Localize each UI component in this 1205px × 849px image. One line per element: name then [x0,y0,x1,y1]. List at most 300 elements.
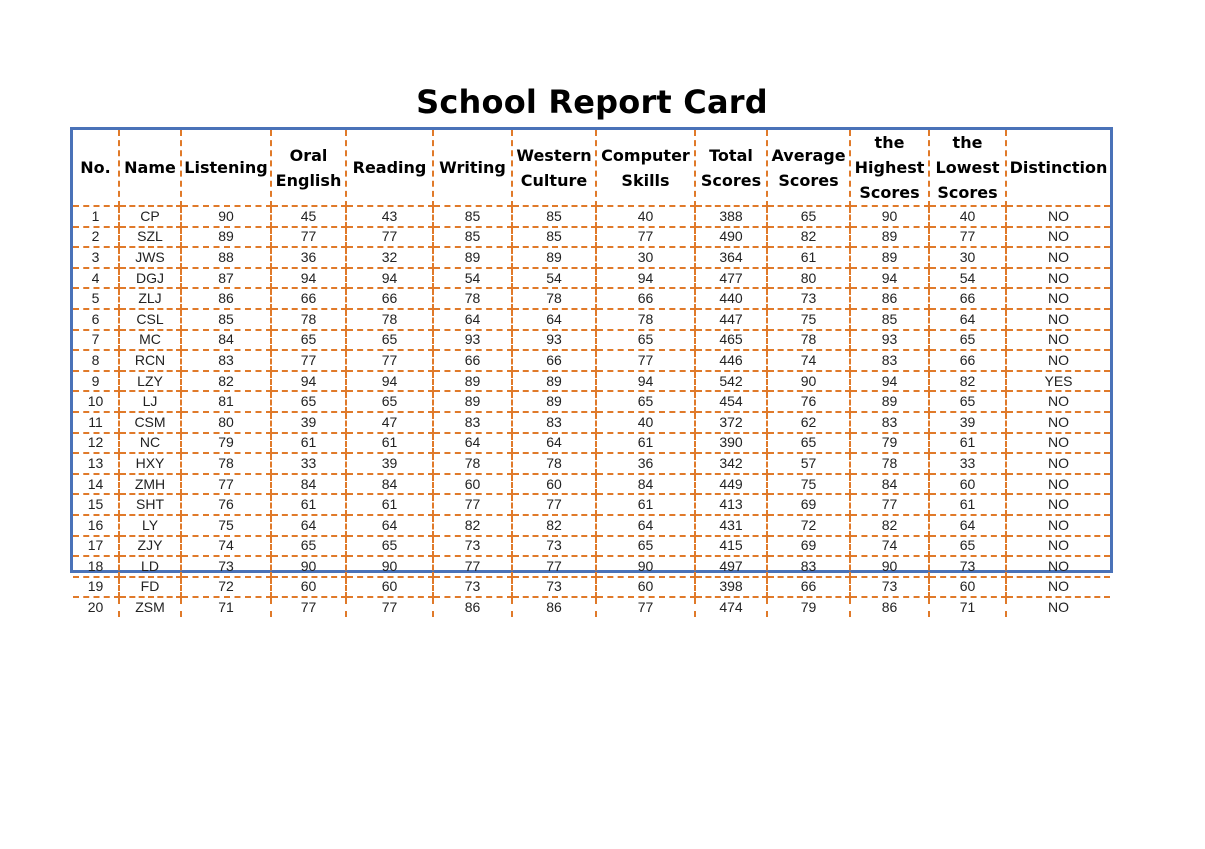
cell-distinction: NO [1006,577,1110,598]
cell-oral-english: 60 [271,577,346,598]
cell-name: LY [119,515,181,536]
cell-writing: 73 [433,577,512,598]
cell-writing: 73 [433,536,512,557]
cell-listening: 88 [181,247,271,268]
cell-writing: 85 [433,206,512,227]
cell-reading: 65 [346,536,433,557]
cell-name: FD [119,577,181,598]
cell-listening: 80 [181,412,271,433]
cell-lowest-scores: 65 [929,330,1006,351]
table-row [73,391,1110,412]
cell-listening: 74 [181,536,271,557]
cell-computer-skills: 94 [596,268,695,289]
cell-average-scores: 82 [767,227,850,248]
cell-reading: 90 [346,556,433,577]
cell-lowest-scores: 61 [929,494,1006,515]
cell-name: ZJY [119,536,181,557]
column-header-text: Distinction [1009,158,1108,177]
cell-writing: 60 [433,474,512,495]
cell-writing: 89 [433,247,512,268]
cell-reading: 94 [346,371,433,392]
cell-average-scores: 90 [767,371,850,392]
table-header [73,130,1110,206]
cell-average-scores: 78 [767,330,850,351]
cell-name: MC [119,330,181,351]
cell-reading: 77 [346,597,433,617]
cell-oral-english: 65 [271,536,346,557]
cell-no: 17 [73,536,119,557]
cell-western-culture: 54 [512,268,596,289]
cell-highest-scores: 90 [850,556,929,577]
cell-average-scores: 72 [767,515,850,536]
cell-computer-skills: 61 [596,433,695,454]
cell-distinction: NO [1006,350,1110,371]
cell-no: 6 [73,309,119,330]
table-row [73,515,1110,536]
column-header-text: English [275,170,342,190]
cell-writing: 66 [433,350,512,371]
cell-reading: 47 [346,412,433,433]
table-row [73,453,1110,474]
cell-name: DGJ [119,268,181,289]
cell-lowest-scores: 65 [929,536,1006,557]
cell-lowest-scores: 71 [929,597,1006,617]
cell-lowest-scores: 33 [929,453,1006,474]
cell-western-culture: 85 [512,206,596,227]
cell-name: NC [119,433,181,454]
table-row [73,371,1110,392]
cell-total-scores: 497 [695,556,767,577]
cell-writing: 78 [433,288,512,309]
column-header-writing [433,130,512,206]
cell-highest-scores: 83 [850,350,929,371]
cell-computer-skills: 40 [596,206,695,227]
cell-total-scores: 477 [695,268,767,289]
cell-computer-skills: 65 [596,330,695,351]
cell-reading: 60 [346,577,433,598]
header-row [73,130,1110,206]
table-body [73,206,1110,617]
cell-reading: 66 [346,288,433,309]
column-header-no [73,130,119,206]
cell-western-culture: 78 [512,453,596,474]
cell-western-culture: 64 [512,309,596,330]
cell-no: 13 [73,453,119,474]
cell-no: 8 [73,350,119,371]
cell-listening: 72 [181,577,271,598]
cell-listening: 71 [181,597,271,617]
cell-average-scores: 65 [767,433,850,454]
cell-no: 4 [73,268,119,289]
cell-listening: 76 [181,494,271,515]
cell-computer-skills: 36 [596,453,695,474]
column-header-text: Average [771,145,846,165]
column-header-text: No. [80,158,111,177]
column-header-oral-english [271,130,346,206]
table-row [73,556,1110,577]
cell-listening: 73 [181,556,271,577]
cell-writing: 83 [433,412,512,433]
cell-writing: 89 [433,391,512,412]
cell-computer-skills: 64 [596,515,695,536]
cell-writing: 93 [433,330,512,351]
cell-average-scores: 66 [767,577,850,598]
cell-western-culture: 60 [512,474,596,495]
cell-computer-skills: 66 [596,288,695,309]
cell-distinction: NO [1006,309,1110,330]
cell-reading: 94 [346,268,433,289]
column-header-text: Total [709,145,753,165]
cell-western-culture: 77 [512,556,596,577]
cell-oral-english: 61 [271,433,346,454]
cell-reading: 64 [346,515,433,536]
report-card-table-frame [70,127,1113,616]
cell-distinction: NO [1006,391,1110,412]
cell-computer-skills: 77 [596,350,695,371]
cell-no: 3 [73,247,119,268]
cell-lowest-scores: 77 [929,227,1006,248]
cell-average-scores: 69 [767,536,850,557]
column-header-reading [346,130,433,206]
cell-western-culture: 73 [512,577,596,598]
cell-writing: 86 [433,597,512,617]
cell-oral-english: 33 [271,453,346,474]
cell-western-culture: 77 [512,494,596,515]
cell-name: LJ [119,391,181,412]
cell-total-scores: 372 [695,412,767,433]
table-row [73,288,1110,309]
cell-highest-scores: 83 [850,412,929,433]
cell-name: LD [119,556,181,577]
column-header-text: Scores [700,170,762,190]
column-header-text: Computer [601,145,690,165]
cell-highest-scores: 78 [850,453,929,474]
column-header-total-scores [695,130,767,206]
column-header-text: Lowest [935,158,1000,177]
cell-computer-skills: 61 [596,494,695,515]
cell-highest-scores: 74 [850,536,929,557]
column-header-text: Listening [184,158,268,177]
cell-computer-skills: 84 [596,474,695,495]
cell-lowest-scores: 54 [929,268,1006,289]
cell-total-scores: 388 [695,206,767,227]
cell-lowest-scores: 73 [929,556,1006,577]
cell-total-scores: 364 [695,247,767,268]
cell-lowest-scores: 60 [929,577,1006,598]
cell-listening: 81 [181,391,271,412]
cell-total-scores: 415 [695,536,767,557]
cell-western-culture: 89 [512,247,596,268]
cell-no: 1 [73,206,119,227]
cell-total-scores: 446 [695,350,767,371]
cell-total-scores: 474 [695,597,767,617]
cell-average-scores: 80 [767,268,850,289]
table-row [73,268,1110,289]
cell-total-scores: 342 [695,453,767,474]
column-header-distinction [1006,130,1110,206]
cell-average-scores: 61 [767,247,850,268]
cell-reading: 78 [346,309,433,330]
cell-oral-english: 65 [271,330,346,351]
cell-listening: 85 [181,309,271,330]
cell-distinction: NO [1048,599,1069,616]
cell-name: ZMH [119,474,181,495]
column-header-name [119,130,181,206]
cell-oral-english: 45 [271,206,346,227]
cell-computer-skills: 77 [596,227,695,248]
cell-lowest-scores: 65 [929,391,1006,412]
table-row [73,494,1110,515]
cell-lowest-scores: 60 [929,474,1006,495]
cell-distinction: NO [1006,288,1110,309]
column-header-listening [181,130,271,206]
cell-lowest-scores: 82 [929,371,1006,392]
cell-reading: 61 [346,433,433,454]
cell-computer-skills: 40 [596,412,695,433]
cell-lowest-scores: 66 [929,288,1006,309]
cell-average-scores: 83 [767,556,850,577]
column-header-text: the [874,133,905,152]
cell-highest-scores: 73 [850,577,929,598]
table-row [73,227,1110,248]
cell-listening: 82 [181,371,271,392]
cell-highest-scores: 93 [850,330,929,351]
cell-writing: 77 [433,494,512,515]
cell-average-scores: 75 [767,309,850,330]
cell-western-culture: 64 [512,433,596,454]
cell-name: LZY [119,371,181,392]
cell-reading: 84 [346,474,433,495]
cell-oral-english: 77 [271,227,346,248]
column-header-text: Skills [621,170,670,190]
cell-writing: 64 [433,309,512,330]
cell-reading: 43 [346,206,433,227]
cell-lowest-scores: 66 [929,350,1006,371]
cell-average-scores: 57 [767,453,850,474]
cell-no: 20 [73,597,119,617]
cell-name: CP [119,206,181,227]
cell-computer-skills: 94 [596,371,695,392]
page-title: School Report Card [416,83,768,121]
cell-oral-english: 65 [271,391,346,412]
cell-average-scores: 75 [767,474,850,495]
cell-reading: 61 [346,494,433,515]
cell-western-culture: 89 [512,371,596,392]
cell-listening: 83 [181,350,271,371]
cell-computer-skills: 90 [596,556,695,577]
cell-listening: 84 [181,330,271,351]
cell-distinction: YES [1006,371,1110,392]
cell-highest-scores: 85 [850,309,929,330]
cell-no: 7 [73,330,119,351]
cell-reading: 65 [346,391,433,412]
cell-writing: 54 [433,268,512,289]
cell-total-scores: 449 [695,474,767,495]
cell-distinction: NO [1006,494,1110,515]
cell-distinction: NO [1006,206,1110,227]
cell-no: 14 [73,474,119,495]
cell-total-scores: 454 [695,391,767,412]
table-row [73,412,1110,433]
column-header-lowest-scores [929,130,1006,206]
cell-distinction: NO [1006,433,1110,454]
cell-computer-skills: 78 [596,309,695,330]
cell-distinction: NO [1006,474,1110,495]
cell-name: JWS [119,247,181,268]
cell-writing: 78 [433,453,512,474]
cell-lowest-scores: 39 [929,412,1006,433]
column-header-average-scores [767,130,850,206]
cell-no: 12 [73,433,119,454]
cell-total-scores: 440 [695,288,767,309]
cell-distinction: NO [1006,330,1110,351]
cell-listening: 78 [181,453,271,474]
cell-average-scores: 69 [767,494,850,515]
cell-listening: 77 [181,474,271,495]
cell-oral-english: 77 [271,597,346,617]
column-header-text: Scores [937,183,998,202]
cell-highest-scores: 86 [850,288,929,309]
cell-highest-scores: 89 [850,247,929,268]
cell-name: SHT [119,494,181,515]
cell-oral-english: 90 [271,556,346,577]
column-header-text: Scores [778,170,839,190]
cell-oral-english: 64 [271,515,346,536]
cell-highest-scores: 77 [850,494,929,515]
cell-oral-english: 77 [271,350,346,371]
column-header-text: Name [124,158,176,177]
cell-no: 5 [73,288,119,309]
cell-distinction: NO [1006,268,1110,289]
cell-distinction: NO [1006,227,1110,248]
cell-writing: 82 [433,515,512,536]
cell-reading: 77 [346,227,433,248]
column-header-text: Culture [520,170,588,190]
column-header-highest-scores [850,130,929,206]
cell-computer-skills: 30 [596,247,695,268]
table-row [73,597,1110,617]
cell-name: CSM [119,412,181,433]
table-row [73,247,1110,268]
cell-western-culture: 66 [512,350,596,371]
cell-oral-english: 66 [271,288,346,309]
table-row [73,309,1110,330]
cell-highest-scores: 89 [850,391,929,412]
cell-highest-scores: 89 [850,227,929,248]
cell-oral-english: 94 [271,268,346,289]
cell-no: 16 [73,515,119,536]
cell-writing: 85 [433,227,512,248]
cell-distinction: NO [1006,412,1110,433]
cell-computer-skills: 60 [596,577,695,598]
table-row [73,330,1110,351]
cell-name: ZLJ [119,288,181,309]
cell-highest-scores: 82 [850,515,929,536]
cell-reading: 77 [346,350,433,371]
table-row [73,433,1110,454]
cell-highest-scores: 90 [850,206,929,227]
cell-western-culture: 78 [512,288,596,309]
cell-computer-skills: 65 [596,391,695,412]
cell-name: ZSM [119,597,181,617]
cell-total-scores: 465 [695,330,767,351]
cell-highest-scores: 94 [850,268,929,289]
table-row [73,474,1110,495]
cell-average-scores: 74 [767,350,850,371]
cell-lowest-scores: 64 [929,309,1006,330]
cell-oral-english: 36 [271,247,346,268]
cell-writing: 64 [433,433,512,454]
cell-name: SZL [119,227,181,248]
column-header-text: Scores [859,183,920,202]
cell-average-scores: 65 [767,206,850,227]
cell-reading: 39 [346,453,433,474]
cell-lowest-scores: 64 [929,515,1006,536]
cell-western-culture: 82 [512,515,596,536]
cell-highest-scores: 84 [850,474,929,495]
cell-oral-english: 94 [271,371,346,392]
cell-western-culture: 73 [512,536,596,557]
cell-total-scores: 447 [695,309,767,330]
cell-no: 18 [73,556,119,577]
cell-average-scores: 76 [767,391,850,412]
cell-oral-english: 39 [271,412,346,433]
cell-distinction: NO [1006,247,1110,268]
report-card-table [73,130,1110,617]
table-row [73,350,1110,371]
column-header-text: the [952,133,983,152]
column-header-computer-skills [596,130,695,206]
cell-listening: 79 [181,433,271,454]
cell-total-scores: 542 [695,371,767,392]
cell-average-scores: 62 [767,412,850,433]
column-header-text: Highest [854,158,925,177]
cell-western-culture: 83 [512,412,596,433]
cell-lowest-scores: 61 [929,433,1006,454]
column-header-text: Writing [439,158,506,177]
cell-no: 9 [73,371,119,392]
cell-total-scores: 431 [695,515,767,536]
cell-listening: 87 [181,268,271,289]
cell-distinction: NO [1006,453,1110,474]
column-header-western-culture [512,130,596,206]
cell-writing: 89 [433,371,512,392]
cell-western-culture: 89 [512,391,596,412]
cell-lowest-scores: 40 [929,206,1006,227]
cell-name: CSL [119,309,181,330]
cell-distinction: NO [1006,536,1110,557]
cell-computer-skills: 77 [596,597,695,617]
cell-reading: 32 [346,247,433,268]
cell-no: 10 [73,391,119,412]
cell-no: 15 [73,494,119,515]
column-header-text: Oral [289,145,328,165]
cell-highest-scores: 79 [850,433,929,454]
cell-western-culture: 85 [512,227,596,248]
cell-total-scores: 390 [695,433,767,454]
cell-listening: 89 [181,227,271,248]
cell-highest-scores: 94 [850,371,929,392]
cell-name: RCN [119,350,181,371]
cell-total-scores: 398 [695,577,767,598]
cell-oral-english: 84 [271,474,346,495]
cell-total-scores: 490 [695,227,767,248]
cell-no: 11 [73,412,119,433]
cell-oral-english: 78 [271,309,346,330]
cell-reading: 65 [346,330,433,351]
cell-listening: 75 [181,515,271,536]
cell-average-scores: 73 [767,288,850,309]
